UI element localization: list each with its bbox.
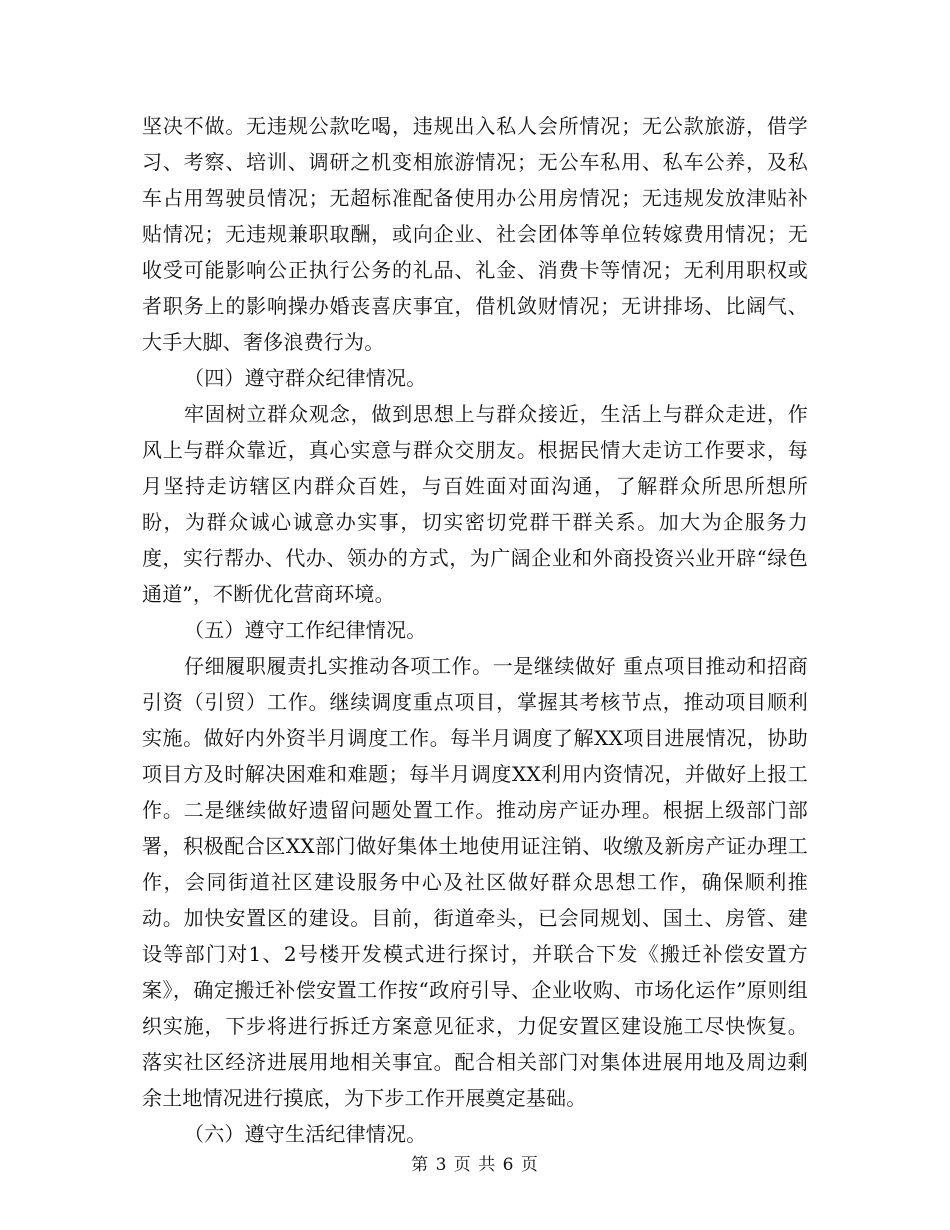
paragraph-text: 牢固树立群众观念，做到思想上与群众接近，生活上与群众走进，作风上与群众靠近，真心实意与群众交朋友。根据民情大走访工作要求，每月坚持走访辖区内群众百姓，与百姓面对面沟通，了解群众所思所想所盼，为群众诚心诚意办实事，切实密切党群干群关系。加大为企服务力度，实行帮办、代办、领办的方式，为广阔企业和外商投资兴业开辟“绿色通道”，不断优化营商环境。 [142,402,808,606]
paragraph-lead [142,108,808,360]
section-heading-5 [142,612,808,648]
paragraph-work-discipline [142,648,808,1116]
section-heading-4 [142,360,808,396]
heading-text: （四）遵守群众纪律情况。 [184,366,427,390]
paragraph-text: 仔细履职履责扎实推动各项工作。一是继续做好 重点项目推动和招商引资（引贸）工作。继续调度重点项目，掌握其考核节点，推动项目顺利实施。做好内外资半月调度工作。每半月调度了解XX项目进展情况，协助项目方及时解决困难和难题；每半月调度XX利用内资情况，并做好上报工作。二是继续做好遗留问题处置工作。推动房产证办理。根据上级部门部署，积极配合区XX部门做好集体土地使用证注销、收缴及新房产证办理工作，会同街道社区建设服务中心及社区做好群众思想工作，确保顺利推动。加快安置区的建设。目前，街道牵头，已会同规划、国土、房管、建设等部门对1、2号楼开发模式进行探讨，并联合下发《搬迁补偿安置方案》，确定搬迁补偿安置工作按“政府引导、企业收购、市场化运作”原则组织实施，下步将进行拆迁方案意见征求，力促安置区建设施工尽快恢复。落实社区经济进展用地相关事宜。配合相关部门对集体进展用地及周边剩余土地情况进行摸底，为下步工作开展奠定基础。 [142,654,808,1110]
paragraph-masses-discipline [142,396,808,612]
heading-text: （六）遵守生活纪律情况。 [184,1122,427,1146]
paragraph-text: 坚决不做。无违规公款吃喝，违规出入私人会所情况；无公款旅游，借学习、考察、培训、调研之机变相旅游情况；无公车私用、私车公养，及私车占用驾驶员情况；无超标准配备使用办公用房情况；无违规发放津贴补贴情况；无违规兼职取酬，或向企业、社会团体等单位转嫁费用情况；无收受可能影响公正执行公务的礼品、礼金、消费卡等情况；无利用职权或者职务上的影响操办婚丧喜庆事宜，借机敛财情况；无讲排场、比阔气、大手大脚、奢侈浪费行为。 [142,114,808,354]
page-footer: 第 3 页 共 6 页 [411,1155,539,1175]
section-heading-6 [142,1116,808,1152]
document-body [142,108,808,1152]
heading-text: （五）遵守工作纪律情况。 [184,618,427,642]
